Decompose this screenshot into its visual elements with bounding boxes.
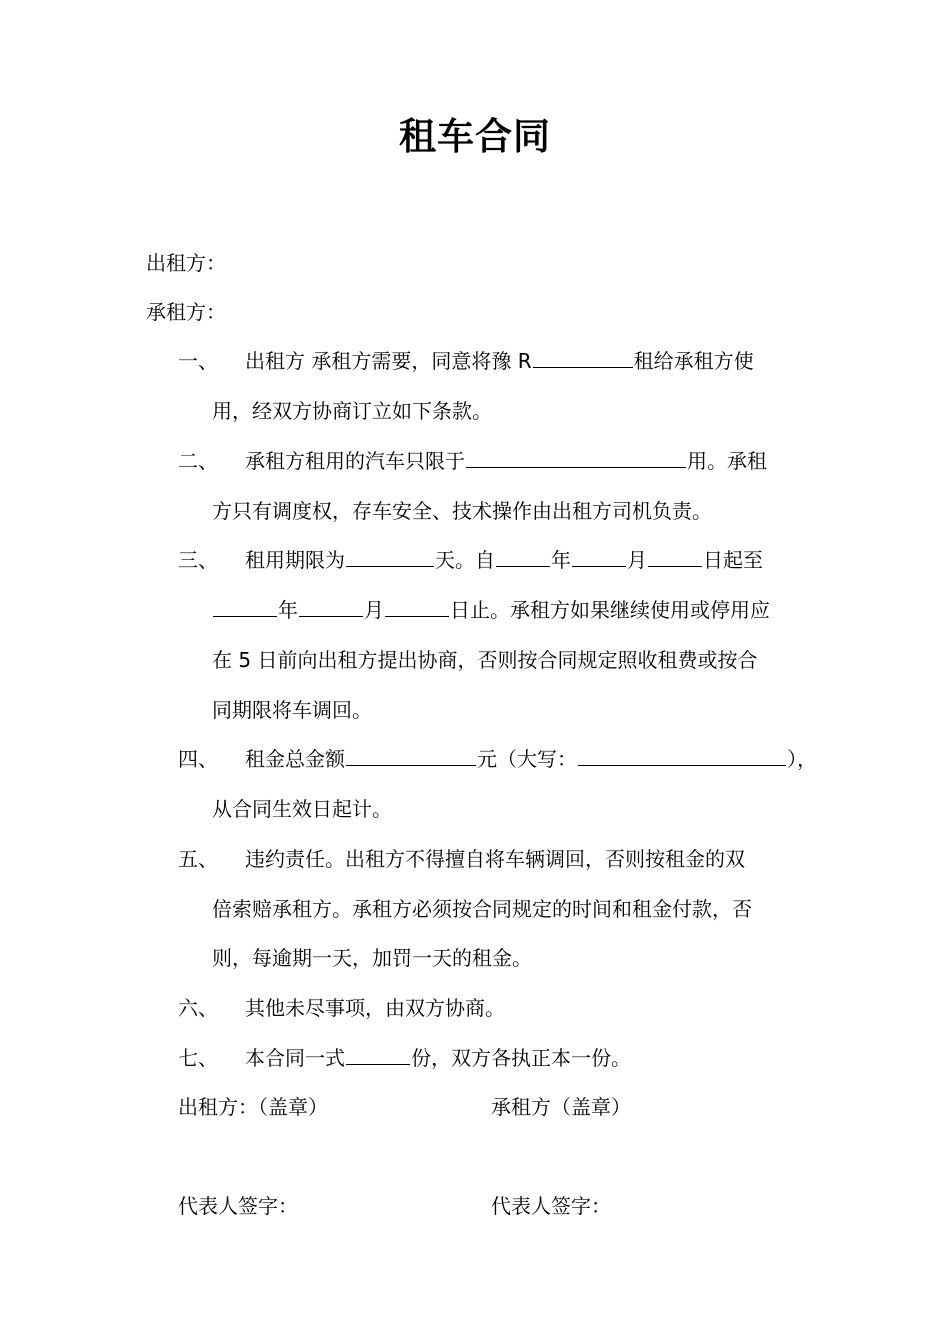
end-year-blank[interactable] xyxy=(213,598,277,617)
clause-3-text-a: 租用期限为 xyxy=(245,548,345,572)
clause-1-line-2: 用，经双方协商订立如下条款。 xyxy=(212,399,492,423)
clause-3-text-f: 年 xyxy=(278,598,298,622)
document-title: 租车合同 xyxy=(399,115,551,158)
clause-3-line-4: 同期限将车调回。 xyxy=(212,698,372,722)
clause-7-text-b: 份，双方各执正本一份。 xyxy=(411,1046,631,1070)
clause-4-text-c: ）， xyxy=(787,747,817,771)
end-month-blank[interactable] xyxy=(299,598,363,617)
clause-3-number: 三、 xyxy=(178,548,218,572)
clause-2-number: 二、 xyxy=(178,449,218,473)
clause-3-text-g: 月 xyxy=(364,598,384,622)
clause-2-line-2: 方只有调度权，存车安全、技术操作由出租方司机负责。 xyxy=(212,499,712,523)
clause-5-line-3: 则，每逾期一天，加罚一天的租金。 xyxy=(212,946,532,970)
lessee-seal-label: 承租方（盖章） xyxy=(491,1095,631,1119)
usage-purpose-blank[interactable] xyxy=(466,449,686,468)
clause-3-line-1 xyxy=(245,548,763,572)
clause-2-text-a: 承租方租用的汽车只限于 xyxy=(245,449,465,473)
clause-3-text-e: 日起至 xyxy=(703,548,763,572)
clause-3-text-h: 日止。承租方如果继续使用或停用应 xyxy=(450,598,770,622)
clause-2-text-b: 用。承租 xyxy=(687,449,767,473)
end-day-blank[interactable] xyxy=(385,598,449,617)
start-day-blank[interactable] xyxy=(648,548,702,567)
clause-1-line-1 xyxy=(245,349,754,373)
clause-1-number: 一、 xyxy=(178,349,218,373)
clause-3-line-2 xyxy=(212,598,770,622)
clause-5-number: 五、 xyxy=(178,847,218,871)
clause-5-line-2: 倍索赔承租方。承租方必须按合同规定的时间和租金付款，否 xyxy=(212,897,752,921)
lessee-label: 承租方： xyxy=(146,300,226,324)
start-month-blank[interactable] xyxy=(572,548,626,567)
rent-amount-blank[interactable] xyxy=(346,747,476,766)
clause-7-text-a: 本合同一式 xyxy=(245,1046,345,1070)
lessor-seal-label: 出租方：（盖章） xyxy=(178,1095,328,1119)
clause-3-text-d: 月 xyxy=(627,548,647,572)
clause-3-line-3: 在 5 日前向出租方提出协商，否则按合同规定照收租费或按合 xyxy=(212,648,758,672)
clause-1-text-a: 出租方 承租方需要，同意将豫 R xyxy=(245,349,532,373)
copies-count-blank[interactable] xyxy=(346,1046,410,1065)
clause-7-number: 七、 xyxy=(178,1046,218,1070)
lessor-label: 出租方： xyxy=(146,251,226,275)
clause-4-text-b: 元（大写： xyxy=(477,747,577,771)
clause-6-number: 六、 xyxy=(178,996,218,1020)
clause-3-text-b: 天。自 xyxy=(435,548,495,572)
clause-5-line-1: 违约责任。出租方不得擅自将车辆调回，否则按租金的双 xyxy=(245,847,745,871)
clause-7-line-1 xyxy=(245,1046,631,1070)
lessor-rep-signature-label: 代表人签字： xyxy=(178,1194,298,1218)
clause-4-text-a: 租金总金额 xyxy=(245,747,345,771)
clause-4-number: 四、 xyxy=(178,747,218,771)
plate-number-blank[interactable] xyxy=(533,349,633,368)
clause-1-text-b: 租给承租方使 xyxy=(633,349,754,373)
start-year-blank[interactable] xyxy=(496,548,550,567)
clause-4-line-2: 从合同生效日起计。 xyxy=(212,797,392,821)
clause-3-text-c: 年 xyxy=(551,548,571,572)
rental-days-blank[interactable] xyxy=(346,548,434,567)
clause-6-line-1: 其他未尽事项，由双方协商。 xyxy=(245,996,505,1020)
clause-2-line-1 xyxy=(245,449,767,473)
clause-4-line-1 xyxy=(245,747,817,771)
lessee-rep-signature-label: 代表人签字： xyxy=(491,1194,611,1218)
rent-amount-words-blank[interactable] xyxy=(578,747,786,766)
